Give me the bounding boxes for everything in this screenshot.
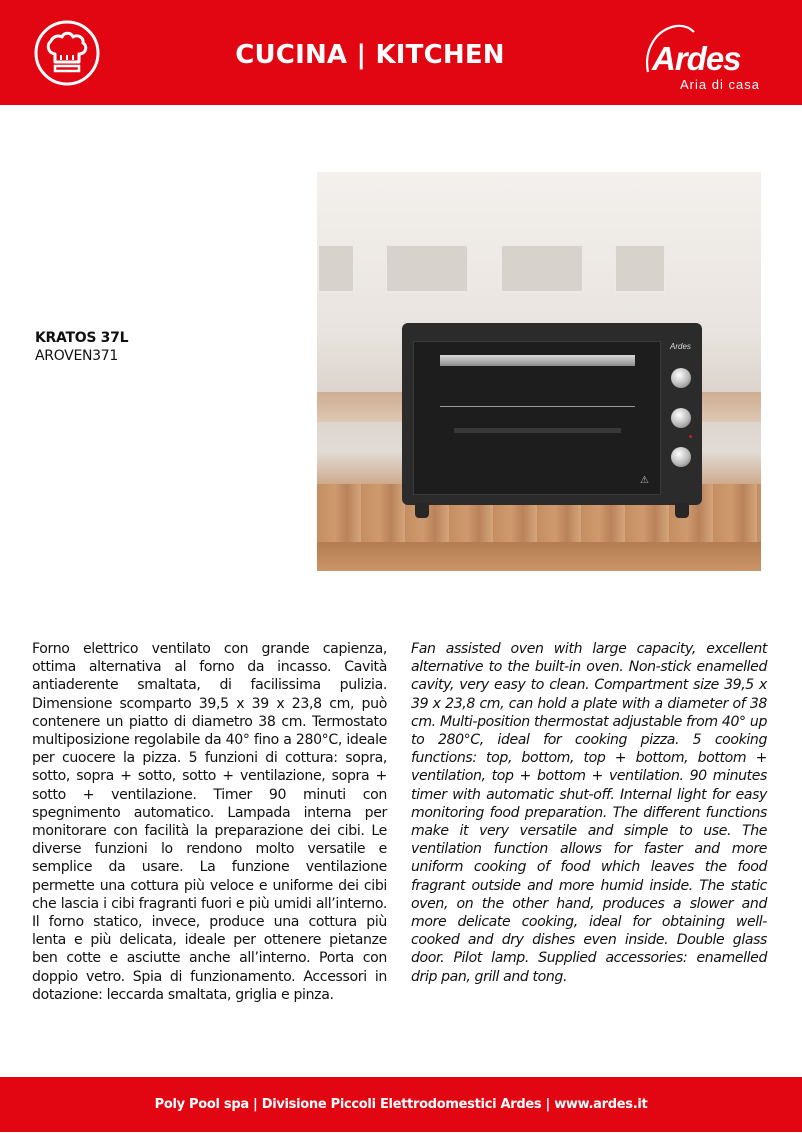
timer-knob bbox=[671, 447, 691, 467]
oven bbox=[402, 323, 702, 505]
page-header bbox=[0, 0, 802, 105]
oven-handle bbox=[440, 355, 635, 366]
function-knob bbox=[671, 408, 691, 428]
background-cabinet bbox=[500, 244, 584, 293]
oven-tray bbox=[454, 428, 621, 433]
pilot-lamp bbox=[689, 435, 692, 438]
brand-tagline: Aria di casa bbox=[680, 77, 760, 92]
page-footer bbox=[0, 1077, 802, 1132]
oven-rack bbox=[440, 406, 635, 407]
oven-brand-label: Ardes bbox=[670, 342, 691, 351]
product-photo bbox=[317, 172, 761, 571]
background-cabinet bbox=[385, 244, 469, 293]
product-code: AROVEN371 bbox=[35, 348, 118, 364]
countertop-edge bbox=[317, 542, 761, 571]
brand-name: Ardes bbox=[652, 40, 741, 77]
product-name: KRATOS 37L bbox=[35, 330, 129, 346]
oven-foot-left bbox=[415, 503, 429, 518]
thermostat-knob bbox=[671, 368, 691, 388]
description-english: Fan assisted oven with large capacity, excellent alternative to the built-in oven. Non-stick enamelled cavity, very easy to clean. Compartment size 39,5 x 39 x 23,8 cm, can hold a plate with a diameter of 38 cm. Multi-position thermostat adjustable from 40° up to 280°C, ideal for cooking pizza. 5 cooking functions: top, bottom, top + bottom, bottom + ventilation, top + bottom + ventilation. 90 minutes timer with automatic shut-off. Internal light for easy monitoring food preparation. The different functions make it very versatile and simple to use. The ventilation function allows for faster and more uniform cooking of food which leaves the food fragrant outside and more humid inside. The static oven, on the other hand, produces a slower and more delicate cooking, ideal for obtaining well-cooked and dry dishes even inside. Double glass door. Pilot lamp. Supplied accessories: enamelled drip pan, grill and tong. bbox=[411, 641, 767, 985]
warning-icon: ⚠ bbox=[640, 475, 649, 486]
background-cabinet bbox=[317, 244, 355, 293]
description-italian: Forno elettrico ventilato con grande capienza, ottima alternativa al forno da incasso. Cavità antiaderente smaltata, di facilissima pulizia. Dimensione scomparto 39,5 x 39 x 23,8 cm, può contenere un piatto di diametro 38 cm. Termostato multiposizione regolabile da 40° fino a 280°C, ideale per cuocere la pizza. 5 funzioni di cottura: sopra, sotto, sopra + sotto, sotto + ventilazione, sopra + sotto + ventilazione. Timer 90 minuti con spegnimento automatico. Lampada interna per monitorare con facilità la preparazione dei cibi. Le diverse funzioni lo rendono molto versatile e semplice da usare. La funzione ventilazione permette una cottura più veloce e uniforme dei cibi che lascia i cibi fragranti fuori e più umidi all’interno. Il forno statico, invece, produce una cottura più lenta e più delicata, ideale per ottenere pietanze ben cotte e asciutte anche all’interno. Porta con doppio vetro. Spia di funzionamento. Accessori in dotazione: leccarda smaltata, griglia e pinza. bbox=[32, 641, 387, 1003]
footer-text: Poly Pool spa | Divisione Piccoli Elettrodomestici Ardes | www.ardes.it bbox=[154, 1097, 648, 1112]
page-title: CUCINA | KITCHEN bbox=[235, 40, 505, 70]
ardes-logo bbox=[636, 22, 776, 94]
background-cabinet bbox=[614, 244, 666, 293]
oven-foot-right bbox=[675, 503, 689, 518]
oven-door bbox=[413, 341, 661, 495]
